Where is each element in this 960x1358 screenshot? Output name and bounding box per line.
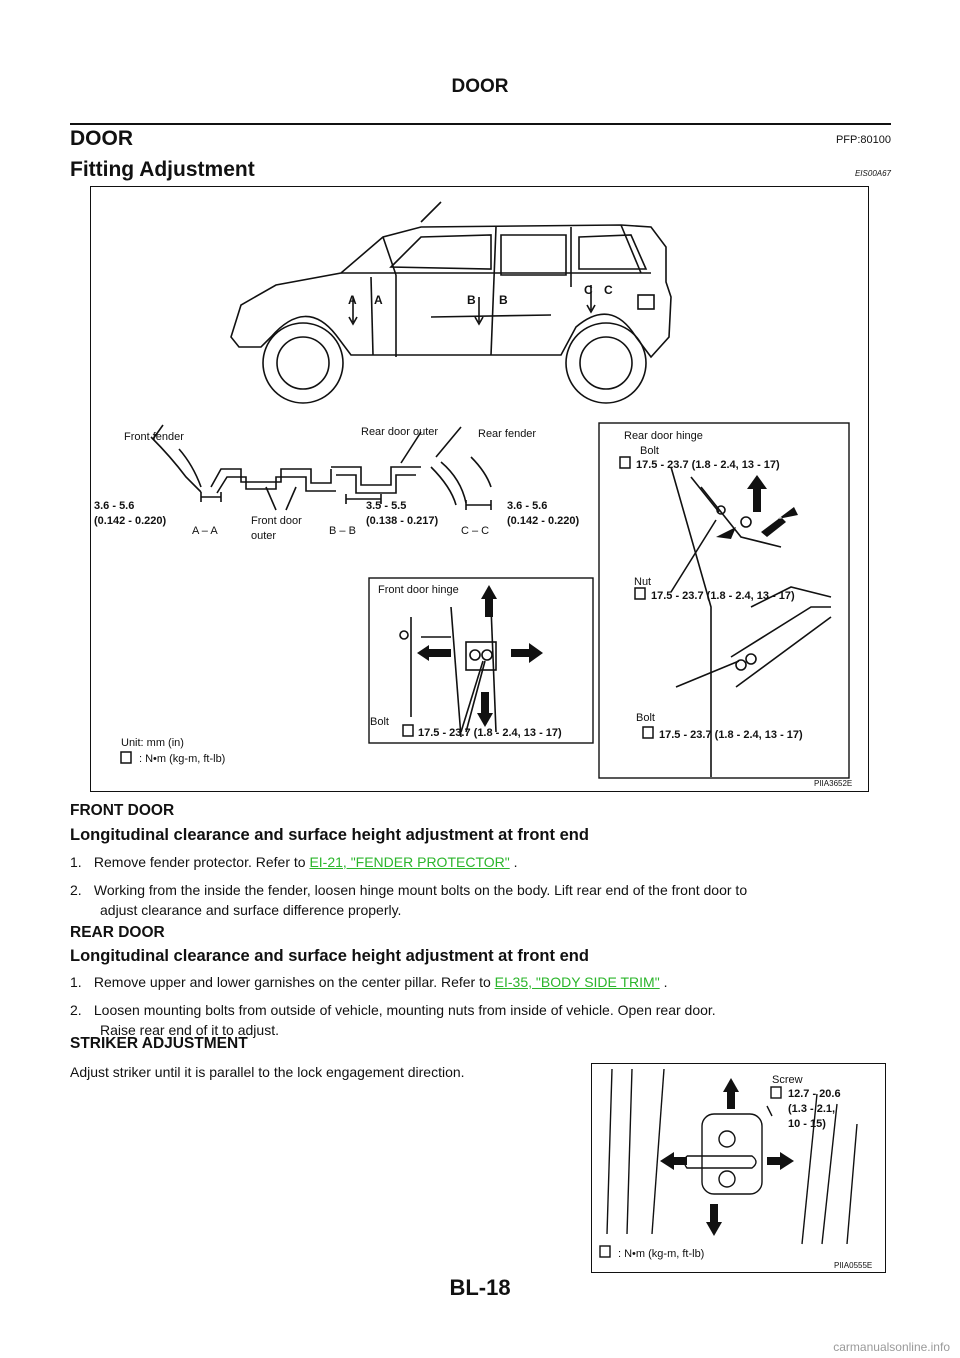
page-header-title: DOOR bbox=[451, 76, 509, 97]
label-bolt-rear-top: Bolt bbox=[640, 445, 659, 457]
label-torque-rear-bolt-bottom: 17.5 - 23.7 (1.8 - 2.4, 13 - 17) bbox=[659, 729, 803, 741]
label-a-right: A bbox=[374, 293, 383, 307]
label-torque-unit: : N•m (kg-m, ft-lb) bbox=[139, 753, 226, 765]
striker-heading: STRIKER ADJUSTMENT bbox=[70, 1035, 248, 1052]
step-text: Working from the inside the fender, loosen hinge mount bolts on the body. Lift rear end of the front door to bbox=[93, 882, 748, 898]
label-front-door-outer-2: outer bbox=[251, 530, 277, 542]
step-text: Remove upper and lower garnishes on the center pillar. Refer to bbox=[93, 974, 495, 990]
front-door-subheading: Longitudinal clearance and surface height adjustment at front end bbox=[70, 826, 589, 844]
step-number: 1. bbox=[70, 974, 82, 990]
label-rear-door-outer: Rear door outer bbox=[361, 426, 439, 438]
subsection-title: Fitting Adjustment bbox=[70, 158, 255, 181]
label-rear-fender: Rear fender bbox=[478, 428, 537, 440]
step-number: 2. bbox=[70, 882, 82, 898]
label-torque-rear-bolt-top: 17.5 - 23.7 (1.8 - 2.4, 13 - 17) bbox=[636, 459, 780, 471]
step-text-end: . bbox=[509, 854, 518, 870]
striker-text: Adjust striker until it is parallel to the lock engagement direction. bbox=[70, 1064, 465, 1080]
rear-door-step-2 bbox=[70, 1000, 892, 1040]
rear-door-step-1 bbox=[70, 972, 892, 992]
striker-illustration bbox=[592, 1064, 884, 1271]
figure2-code: PIIA0555E bbox=[834, 1261, 873, 1270]
link-body-side-trim[interactable]: EI-35, "BODY SIDE TRIM" bbox=[494, 974, 660, 990]
label-torque-front-bolt: 17.5 - 23.7 (1.8 - 2.4, 13 - 17) bbox=[418, 727, 562, 739]
label-torque-nut: 17.5 - 23.7 (1.8 - 2.4, 13 - 17) bbox=[651, 590, 795, 602]
figure1-code: PIIA3652E bbox=[814, 779, 853, 788]
label-rear-door-hinge: Rear door hinge bbox=[624, 430, 703, 442]
label-bolt-front: Bolt bbox=[370, 716, 389, 728]
label-section-cc: C – C bbox=[461, 525, 490, 537]
front-door-heading: FRONT DOOR bbox=[70, 802, 175, 819]
label-b-right: B bbox=[499, 293, 508, 307]
section-title: DOOR bbox=[70, 127, 133, 150]
label-torque-line1: 12.7 - 20.6 bbox=[788, 1088, 841, 1100]
rear-door-subheading: Longitudinal clearance and surface height adjustment at front end bbox=[70, 947, 589, 965]
step-text-continued: adjust clearance and surface difference properly. bbox=[100, 902, 402, 918]
label-front-fender: Front fender bbox=[124, 431, 184, 443]
link-fender-protector[interactable]: EI-21, "FENDER PROTECTOR" bbox=[309, 854, 510, 870]
step-text: Remove fender protector. Refer to bbox=[93, 854, 310, 870]
label-bolt-rear-bottom: Bolt bbox=[636, 712, 655, 724]
label-c-right: C bbox=[604, 283, 613, 297]
label-val3-line2: (0.142 - 0.220) bbox=[507, 515, 580, 527]
rear-door-heading: REAR DOOR bbox=[70, 924, 165, 941]
front-door-step-2 bbox=[70, 880, 892, 920]
front-door-step-1 bbox=[70, 852, 892, 872]
label-val2-line1: 3.5 - 5.5 bbox=[366, 500, 407, 512]
label-b-left: B bbox=[467, 293, 476, 307]
label-a-left: A bbox=[348, 293, 357, 307]
label-front-door-outer-1: Front door bbox=[251, 515, 302, 527]
header-rule bbox=[70, 123, 891, 125]
label-torque-line3: 10 - 15) bbox=[788, 1118, 826, 1130]
label-c-left: C bbox=[584, 283, 593, 297]
label-val3-line1: 3.6 - 5.6 bbox=[507, 500, 548, 512]
step-text-end: . bbox=[659, 974, 668, 990]
section-code: PFP:80100 bbox=[835, 134, 891, 146]
label-val1-line2: (0.142 - 0.220) bbox=[94, 515, 167, 527]
step-text: Loosen mounting bolts from outside of vehicle, mounting nuts from inside of vehicle. Open rear door. bbox=[93, 1002, 716, 1018]
label-screw: Screw bbox=[772, 1074, 803, 1086]
page-number: BL-18 bbox=[449, 1275, 511, 1300]
label-nut: Nut bbox=[634, 576, 652, 588]
door-fitting-figure bbox=[90, 186, 869, 792]
label-torque-unit-2: : N•m (kg-m, ft-lb) bbox=[618, 1248, 705, 1260]
label-unit: Unit: mm (in) bbox=[121, 737, 184, 749]
door-fitting-illustration bbox=[91, 187, 867, 790]
label-section-aa: A – A bbox=[192, 525, 218, 537]
label-val2-line2: (0.138 - 0.217) bbox=[366, 515, 439, 527]
label-torque-line2: (1.3 - 2.1, bbox=[788, 1103, 836, 1115]
subsection-code: EIS00A67 bbox=[854, 169, 891, 178]
step-number: 1. bbox=[70, 854, 82, 870]
label-val1-line1: 3.6 - 5.6 bbox=[94, 500, 135, 512]
step-text-continued: Raise rear end of it to adjust. bbox=[100, 1022, 279, 1038]
watermark: carmanualsonline.info bbox=[833, 1340, 950, 1354]
striker-figure bbox=[591, 1063, 886, 1273]
step-number: 2. bbox=[70, 1002, 82, 1018]
label-front-door-hinge: Front door hinge bbox=[378, 584, 459, 596]
label-section-bb: B – B bbox=[329, 525, 356, 537]
